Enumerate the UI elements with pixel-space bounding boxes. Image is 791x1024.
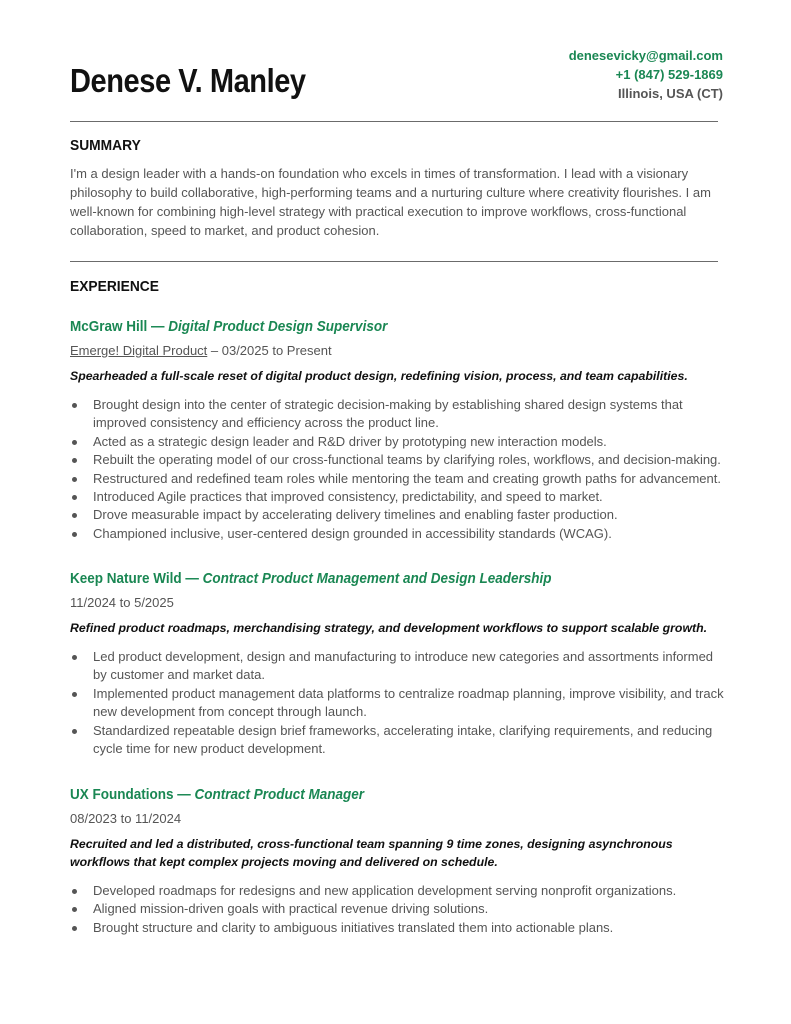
bullet-text: Developed roadmaps for redesigns and new application development serving nonprofit organizations. (93, 883, 677, 898)
bullet-text: Brought design into the center of strategic decision-making by establishing shared design systems that improved consistency and efficiency across the product line. (93, 397, 683, 431)
bullet-dot-icon (72, 692, 77, 697)
bullet-item (70, 525, 730, 543)
bullet-item (70, 451, 730, 469)
bullet-text: Rebuilt the operating model of our cross-functional teams by clarifying roles, workflows, and decision-making. (93, 452, 721, 468)
bullet-dot-icon (72, 907, 77, 912)
job-meta (70, 343, 730, 358)
bullet-text: Implemented product management data platforms to centralize roadmap planning, improve visibility, and track new development from concept through launch. (93, 685, 724, 720)
bullet-dot-icon (72, 655, 77, 660)
company-name: UX Foundations (70, 786, 174, 803)
job-meta (70, 811, 730, 826)
bullet-item (70, 488, 730, 506)
job-role: Contract Product Manager (194, 786, 365, 803)
job-role: Contract Product Management and Design Leadership (202, 570, 552, 587)
bullet-text: Restructured and redefined team roles while mentoring the team and creating growth paths for advancement. (93, 470, 721, 486)
bullet-dot-icon (72, 477, 77, 482)
company-name: Keep Nature Wild (70, 570, 182, 587)
bullet-item (70, 470, 730, 488)
job-bullets (70, 396, 730, 543)
bullet-dot-icon (72, 513, 77, 518)
bullet-dot-icon (72, 458, 77, 463)
bullet-item (70, 685, 730, 722)
heading-separator: — (147, 318, 169, 335)
job-dates: 08/2023 to 11/2024 (70, 811, 182, 826)
bullet-text: Acted as a strategic design leader and R&D driver by prototyping new interaction models. (93, 433, 607, 449)
bullet-item (70, 396, 730, 433)
company-name: McGraw Hill (70, 318, 148, 335)
bullet-dot-icon (72, 889, 77, 894)
job-meta (70, 595, 730, 610)
job-bullets (70, 648, 730, 758)
job-dates: 11/2024 to 5/2025 (70, 595, 174, 610)
job-heading (70, 318, 664, 335)
divider-summary (70, 261, 718, 262)
bullet-item (70, 882, 730, 900)
bullet-item (70, 900, 730, 918)
phone-link[interactable]: +1 (847) 529-1869 (615, 67, 723, 82)
job-heading (70, 786, 664, 803)
bullet-text: Introduced Agile practices that improved consistency, predictability, and speed to market. (93, 489, 603, 505)
bullet-dot-icon (72, 532, 77, 537)
summary-heading: SUMMARY (70, 137, 141, 154)
bullet-text: Standardized repeatable design brief frameworks, accelerating intake, clarifying requirements, and reducing cycle time for new product development. (93, 722, 713, 757)
bullet-text: Aligned mission-driven goals with practical revenue driving solutions. (93, 901, 489, 917)
job-heading (70, 570, 664, 587)
department-link[interactable]: Emerge! Digital Product (70, 343, 208, 358)
job-lead: Spearheaded a full-scale reset of digital product design, redefining vision, process, and team capabilities. (70, 369, 688, 383)
job-bullets (70, 882, 730, 937)
bullet-text: Brought structure and clarity to ambiguous initiatives translated them into actionable plans. (93, 919, 614, 935)
job-entry-keep-nature-wild (70, 570, 730, 758)
location-text: Illinois, USA (CT) (618, 86, 723, 101)
summary-text: I'm a design leader with a hands-on foundation who excels in times of transformation. I lead with a visionary philosophy to build collaborative, high-performing teams and a nurturing culture where creativity flourishes. I am well-known for combining high-level strategy with practical execution to improve workflows, cross-functional collaboration, speed to market, and product cohesion. (70, 166, 711, 238)
job-entry-ux-foundations (70, 786, 730, 937)
bullet-item (70, 433, 730, 451)
bullet-dot-icon (72, 926, 77, 931)
job-dates: – 03/2025 to Present (207, 343, 332, 358)
divider-top (70, 121, 718, 122)
job-lead: Recruited and led a distributed, cross-functional team spanning 9 time zones, designing asynchronous workflows that kept complex projects moving and delivered on schedule. (70, 837, 673, 869)
bullet-dot-icon (72, 440, 77, 445)
job-lead: Refined product roadmaps, merchandising strategy, and development workflows to support scalable growth. (70, 621, 708, 635)
bullet-item (70, 506, 730, 524)
contact-block (569, 46, 723, 103)
bullet-text: Drove measurable impact by accelerating delivery timelines and enabling faster production. (93, 507, 618, 523)
heading-separator: — (181, 570, 203, 587)
bullet-dot-icon (72, 729, 77, 734)
bullet-item (70, 648, 730, 685)
bullet-text: Led product development, design and manufacturing to introduce new categories and assortments informed by customer and market data. (93, 649, 714, 683)
candidate-name: Denese V. Manley (70, 62, 306, 99)
job-role: Digital Product Design Supervisor (168, 318, 388, 335)
bullet-item (70, 919, 730, 937)
heading-separator: — (173, 786, 195, 803)
experience-heading: EXPERIENCE (70, 278, 159, 295)
job-entry-mcgraw-hill (70, 318, 730, 543)
bullet-text: Championed inclusive, user-centered design grounded in accessibility standards (WCAG). (93, 525, 612, 541)
email-link[interactable]: denesevicky@gmail.com (568, 48, 723, 63)
bullet-item (70, 722, 730, 759)
bullet-dot-icon (72, 403, 77, 408)
bullet-dot-icon (72, 495, 77, 500)
